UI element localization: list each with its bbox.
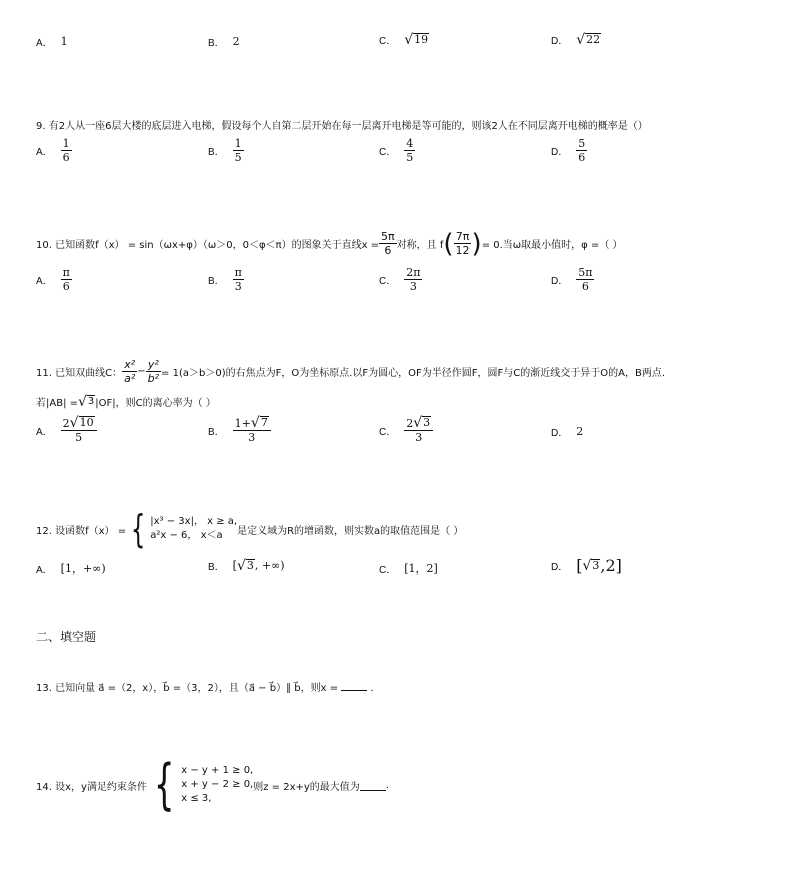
q10-option-c — [379, 266, 422, 293]
option-label: B． — [208, 147, 225, 158]
fraction: $\frac{4}{5}$ — [406, 137, 414, 164]
option-value: [1，+∞) — [60, 562, 106, 575]
option-label: A． — [36, 147, 53, 158]
fraction: $\frac{\pi}{6}$ — [62, 266, 70, 293]
option-label: C． — [379, 147, 397, 158]
q13-stem: 13. 已知向量 a⃗ =（2，x），b⃗ =（3，2），且（a⃗ − b⃗）∥ b⃗，则x = . — [36, 679, 374, 694]
section-heading: 二、填空题 — [36, 630, 97, 644]
paren-close: ) — [471, 228, 482, 259]
q11-line2-prefix: 若|AB| = — [36, 398, 78, 409]
q8-option-d — [551, 32, 601, 47]
q12-suffix: 是定义域为R的增函数，则实数a的取值范围是（ ） — [237, 525, 464, 537]
option-label: D． — [551, 36, 569, 47]
fraction: $\frac{5\pi}{6}$ — [578, 266, 593, 293]
option-label: B． — [208, 276, 225, 287]
q14-prefix: 14. 设x，y满足约束条件 — [36, 781, 147, 793]
constraint-2: x + y − 2 ≥ 0, — [181, 779, 254, 790]
option-label: C． — [379, 36, 397, 47]
fraction: $\frac{\text{x²}}{\text{a²}}$ — [124, 358, 136, 385]
piecewise-cases — [150, 515, 237, 543]
q10-option-a — [36, 266, 72, 293]
sqrt-expression: √ 3 — [236, 558, 254, 574]
fraction: 2 √ 3 3 — [404, 416, 433, 444]
option-label: C． — [379, 426, 397, 438]
q11-stem-line1 — [36, 358, 665, 385]
q13-text: 13. 已知向量 a⃗ =（2，x），b⃗ =（3，2），且（a⃗ − b⃗）∥ b⃗，则x = — [36, 683, 339, 694]
case-2: a²x − 6， x＜a — [150, 530, 223, 541]
sqrt-expression: √ 19 — [404, 32, 429, 48]
q11-option-b — [208, 416, 271, 444]
q11-prefix: 11. 已知双曲线C： — [36, 368, 123, 379]
q9-option-c — [379, 137, 415, 164]
answer-blank — [360, 780, 386, 791]
option-value: [1，2] — [404, 562, 438, 575]
q10-stem — [36, 230, 623, 257]
sqrt-expression: √ 3 — [582, 558, 600, 574]
equation-rest: = 1(a＞b＞0) — [161, 368, 226, 379]
fraction: $\frac{1}{6}$ — [62, 137, 70, 164]
q12-prefix: 12. 设函数f（x） = — [36, 525, 127, 537]
option-label: C． — [379, 276, 397, 287]
q10-middle: 对称，且 f — [396, 240, 444, 251]
q11-stem-line2 — [36, 394, 216, 409]
q14-stem: 14. 设x，y满足约束条件 { x − y + 1 ≥ 0, x + y − 2 ≥ 0, x ≤ 3, 则z = 2x+y的最大值为 . — [36, 753, 389, 816]
case-1: |x³ − 3x|， x ≥ a, — [150, 516, 238, 527]
q12-option-a — [36, 560, 106, 576]
q8-option-b — [208, 34, 240, 49]
option-value: 1 — [60, 35, 68, 48]
q12-option-c — [379, 560, 438, 576]
q9-option-b — [208, 137, 244, 164]
q14-suffix: 则z = 2x+y的最大值为 — [253, 781, 360, 793]
constraint-system — [181, 764, 253, 806]
fraction: $\frac{5}{6}$ — [578, 137, 586, 164]
q8-option-a — [36, 34, 68, 49]
constraint-1: x − y + 1 ≥ 0, — [181, 765, 254, 776]
paren-open: ( — [443, 228, 454, 259]
q9-option-d — [551, 137, 587, 164]
q12-option-b: B． [ √ 3 , +∞) — [208, 558, 285, 574]
fraction: $\frac{7\pi}{12}$ — [455, 230, 470, 257]
option-label: A． — [36, 426, 53, 438]
option-label: B． — [208, 38, 225, 49]
q10-prefix: 10. 已知函数f（x） = sin（ωx+φ）（ω＞0，0＜φ＜π）的图象关于直线x = — [36, 240, 380, 251]
fraction: $\frac{2\pi}{3}$ — [406, 266, 421, 293]
q9-option-a — [36, 137, 72, 164]
fraction: $\frac{\text{y²}}{\text{b²}}$ — [147, 358, 160, 385]
q12-stem — [36, 507, 464, 551]
q11-option-d — [551, 424, 583, 439]
option-label: B． — [208, 426, 225, 438]
q10-suffix: = 0.当ω取最小值时，φ =（ ） — [481, 240, 623, 251]
fraction: $\frac{5\pi}{6}$ — [381, 230, 395, 257]
q10-option-d — [551, 266, 594, 293]
q11-option-c — [379, 416, 433, 444]
fraction: 1+ √ 7 3 — [233, 416, 271, 444]
option-label: D． — [551, 562, 569, 573]
q10-option-b — [208, 266, 244, 293]
q11-option-a — [36, 416, 97, 444]
option-label: A． — [36, 38, 53, 49]
q12-option-d: D． [ √ 3 ,2] — [551, 556, 622, 575]
q9-stem: 9. 有2人从一座6层大楼的底层进入电梯，假设每个人自第二层开始在每一层离开电梯是等可能的，则该2人在不同层离开电梯的概率是（） — [36, 121, 648, 132]
fraction: 2 √ 10 5 — [61, 416, 97, 444]
sqrt-expression: √ 3 — [78, 394, 95, 410]
option-label: B． — [208, 562, 225, 573]
q11-line2-rest: |OF|，则C的离心率为（ ） — [95, 398, 216, 409]
option-value: 2 — [576, 425, 584, 438]
fraction: $\frac{\pi}{3}$ — [234, 266, 242, 293]
constraint-3: x ≤ 3, — [181, 793, 212, 804]
answer-blank — [341, 680, 367, 691]
left-brace: { — [153, 753, 175, 816]
option-label: D． — [551, 428, 569, 439]
q11-line1-rest: 的右焦点为F，O为坐标原点.以F为圆心，OF为半径作圆F，圆F与C的渐近线交于异于O的A，B两点. — [225, 368, 666, 379]
option-label: A． — [36, 564, 53, 576]
option-label: D． — [551, 276, 569, 287]
option-label: A． — [36, 276, 53, 287]
option-value: 2 — [232, 35, 240, 48]
option-label: C． — [379, 564, 397, 576]
q8-option-c — [379, 32, 429, 47]
sqrt-expression: √ 22 — [576, 32, 601, 48]
fraction: $\frac{1}{5}$ — [234, 137, 242, 164]
option-label: D． — [551, 147, 569, 158]
left-brace: { — [130, 507, 146, 551]
minus-sign: − — [137, 366, 146, 377]
